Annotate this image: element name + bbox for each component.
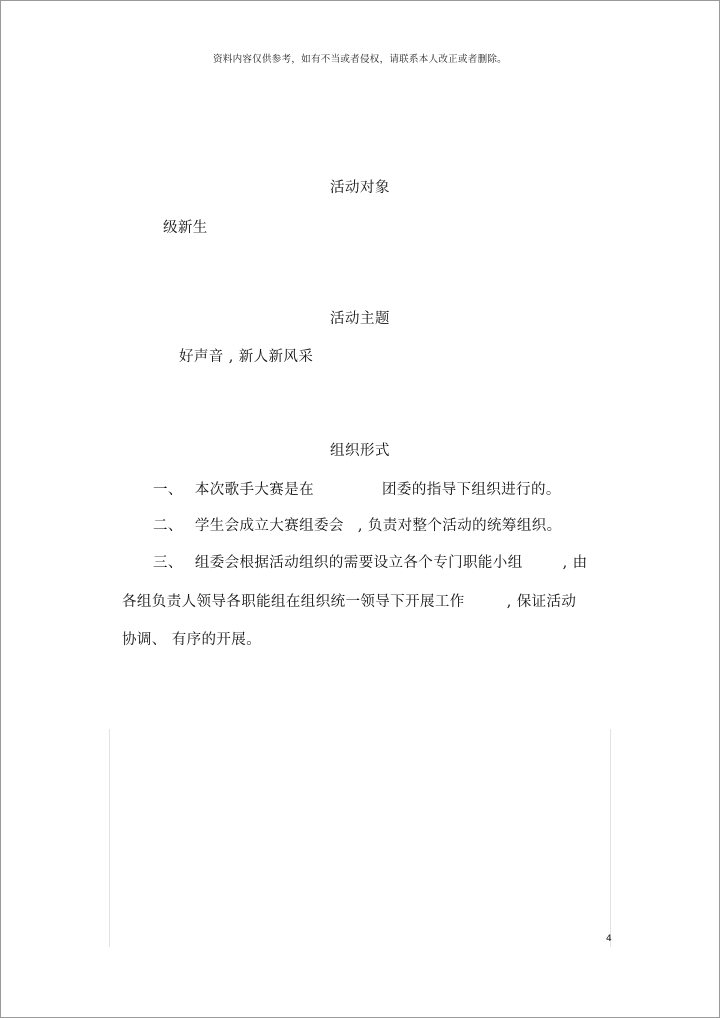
org-item-1-number: 一、 (153, 482, 183, 498)
left-frame-line (109, 729, 110, 947)
org-item-3-line-1-before: 组委会根据活动组织的需要设立各个专门职能小组 (194, 555, 523, 571)
section-heading-theme: 活动主题 (330, 311, 390, 327)
org-item-3-line-3: 协调、 有序的开展。 (122, 632, 262, 648)
target-body: 级新生 (163, 220, 208, 236)
org-item-3-line-2 (122, 590, 576, 611)
org-item-3-line-2-after: , 保证活动 (506, 594, 577, 610)
org-item-3-line-2-before: 各组负责人领导各职能组在组织统一领导下开展工作 (122, 594, 465, 610)
right-frame-line (610, 729, 611, 947)
org-item-3-line-1 (153, 551, 588, 572)
org-item-1-text-after: 团委的指导下组织进行的。 (382, 482, 561, 498)
org-item-2-number: 二、 (153, 518, 183, 534)
theme-body: 好声音 , 新人新风采 (179, 349, 314, 365)
org-item-2-text-after: , 负责对整个活动的统筹组织。 (357, 518, 562, 534)
org-item-3-line-1-after: , 由 (562, 555, 588, 571)
org-item-1-text-before: 本次歌手大赛是在 (194, 482, 315, 498)
header-disclaimer: 资料内容仅供参考，如有不当或者侵权，请联系本人改正或者删除。 (212, 54, 507, 65)
section-heading-organization: 组织形式 (330, 443, 390, 459)
section-heading-target: 活动对象 (330, 180, 390, 196)
page-number: 4 (606, 934, 612, 944)
org-item-2-text-before: 学生会成立大赛组委会 (194, 518, 344, 534)
org-item-1 (153, 478, 561, 499)
org-item-3-number: 三、 (153, 555, 183, 571)
org-item-2 (153, 514, 562, 535)
